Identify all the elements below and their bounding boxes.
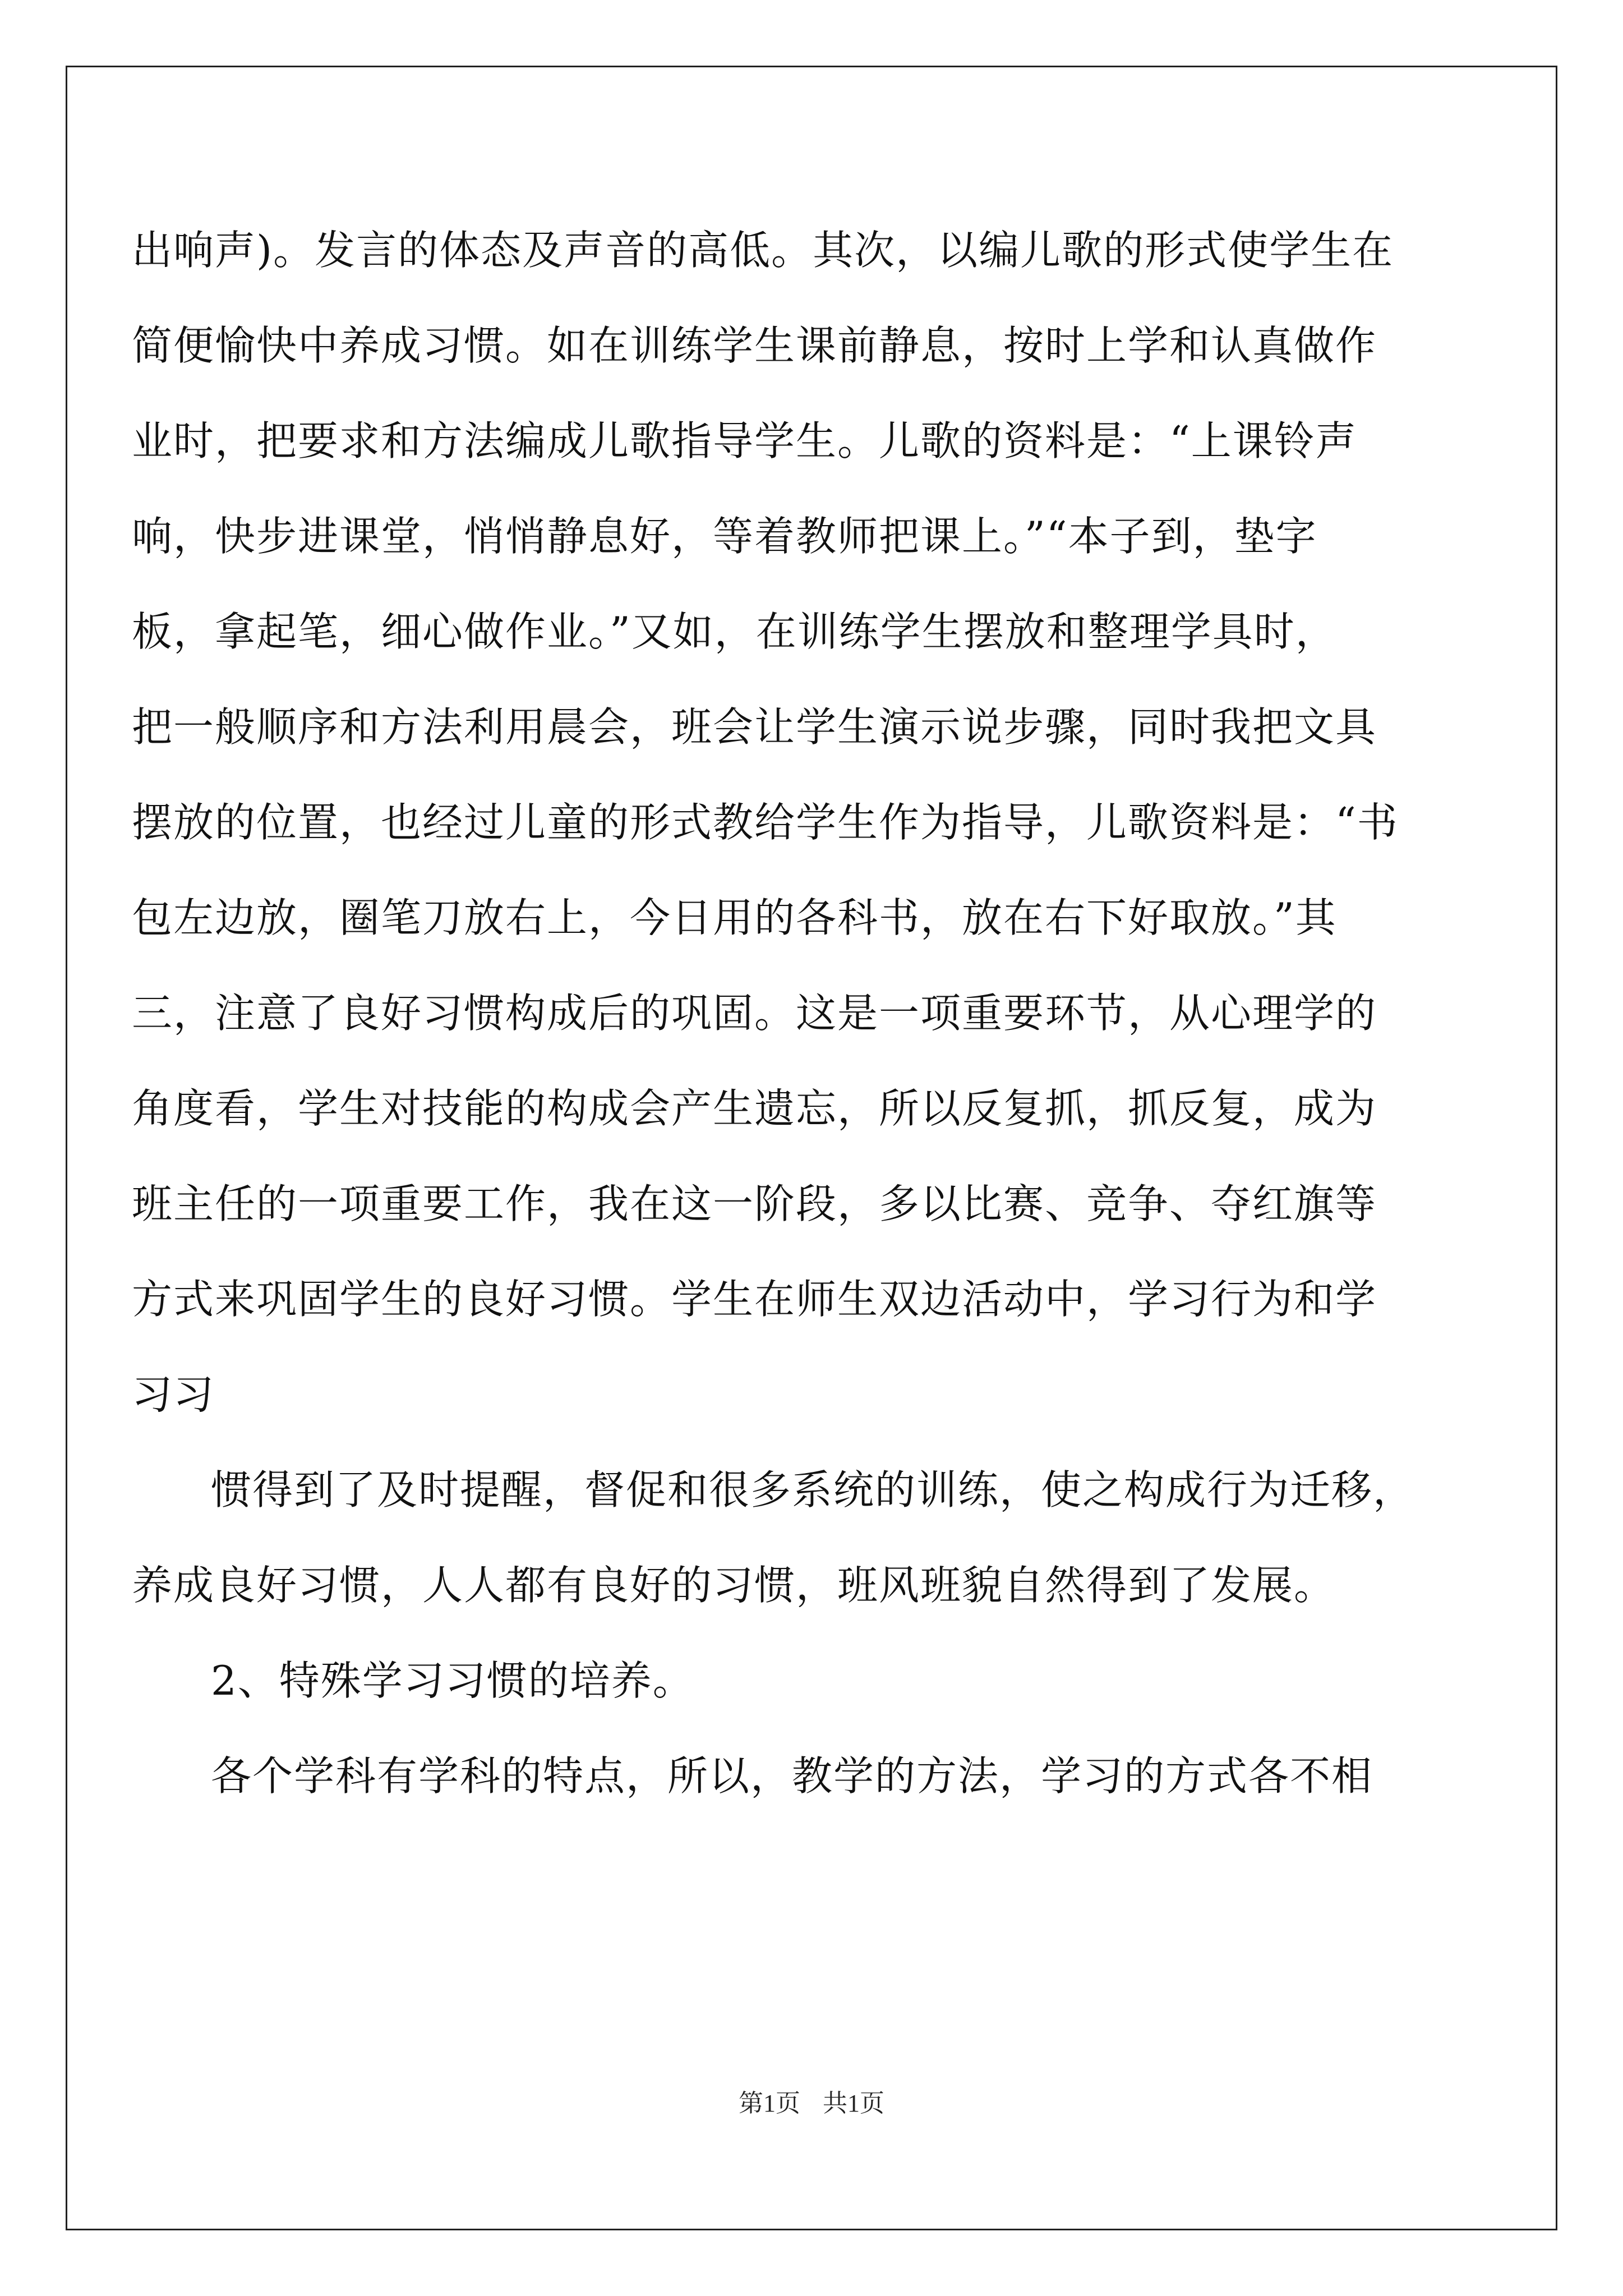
page-total: 共1页	[823, 2090, 884, 2117]
paragraph-first-line: 惯得到了及时提醒，督促和很多系统的训练，使之构成行为迁移，	[211, 1466, 1415, 1513]
section-heading: 2、特殊学习习惯的培养。	[211, 1657, 694, 1704]
paragraph-first-line: 各个学科有学科的特点，所以，教学的方法，学习的方式各不相	[211, 1752, 1373, 1800]
text-line: 三，注意了良好习惯构成后的巩固。这是一项重要环节，从心理学的	[132, 990, 1377, 1037]
text-line: 把一般顺序和方法利用晨会，班会让学生演示说步骤，同时我把文具	[132, 703, 1377, 751]
text-line: 包左边放，圈笔刀放右上，今日用的各科书，放在右下好取放。”其	[132, 894, 1337, 941]
text-line: 角度看，学生对技能的构成会产生遗忘，所以反复抓，抓反复，成为	[132, 1085, 1377, 1132]
page-border	[66, 66, 1557, 2230]
text-line: 养成良好习惯，人人都有良好的习惯，班风班貌自然得到了发展。	[132, 1562, 1336, 1609]
text-line: 班主任的一项重要工作，我在这一阶段，多以比赛、竞争、夺红旗等	[132, 1180, 1377, 1227]
text-line: 板，拿起笔，细心做作业。”又如，在训练学生摆放和整理学具时，	[132, 608, 1337, 655]
text-line: 方式来巩固学生的良好习惯。学生在师生双边活动中，学习行为和学	[132, 1276, 1377, 1323]
text-line: 摆放的位置，也经过儿童的形式教给学生作为指导，儿歌资料是：“书	[132, 799, 1399, 846]
page-number: 第1页	[739, 2090, 800, 2117]
text-line: 习习	[132, 1371, 215, 1418]
text-line: 简便愉快中养成习惯。如在训练学生课前静息，按时上学和认真做作	[132, 322, 1377, 369]
text-line: 响，快步进课堂，悄悄静息好，等着教师把课上。”“本子到，垫字	[132, 513, 1317, 560]
text-line: 出响声)。发言的体态及声音的高低。其次，以编儿歌的形式使学生在	[132, 227, 1394, 274]
text-line: 业时，把要求和方法编成儿歌指导学生。儿歌的资料是：“上课铃声	[132, 417, 1357, 464]
page-footer	[0, 2088, 1623, 2119]
